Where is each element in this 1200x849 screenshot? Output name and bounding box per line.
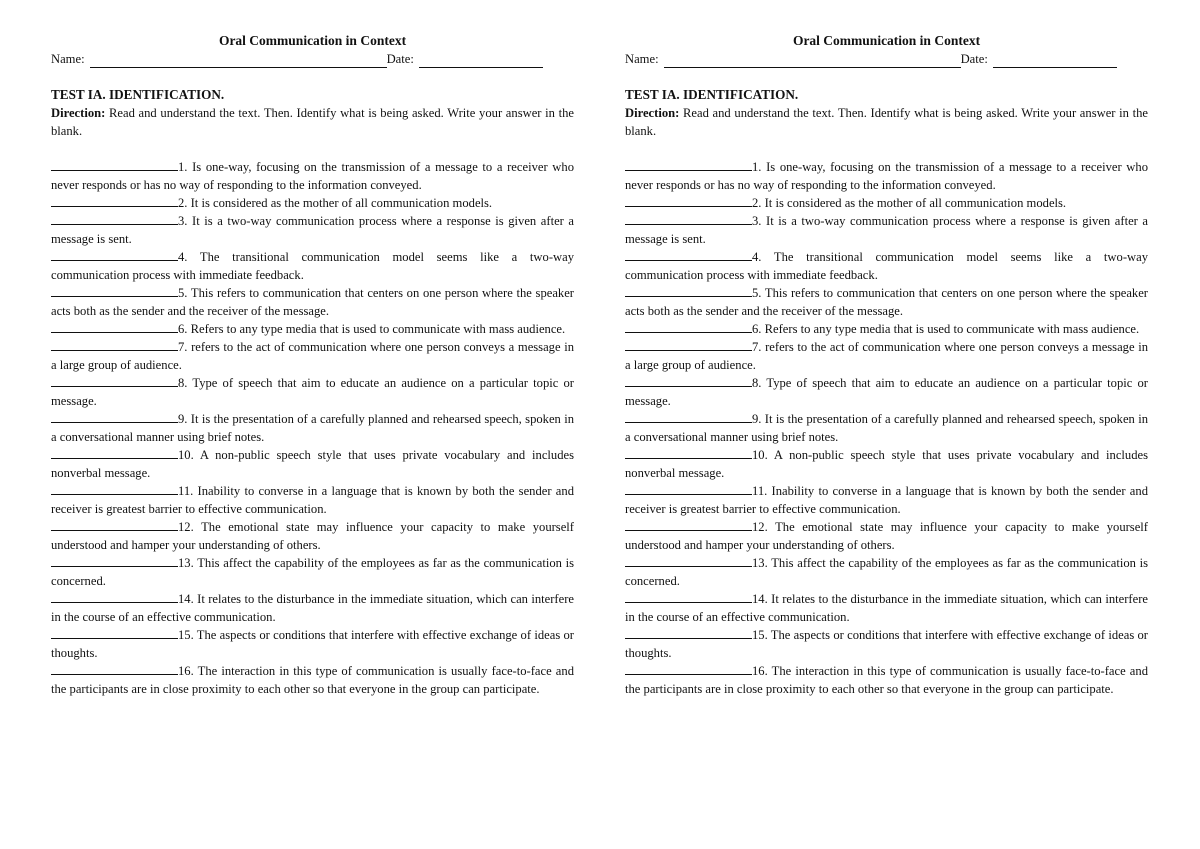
question-number: 15. bbox=[178, 628, 194, 642]
question-number: 10. bbox=[178, 448, 194, 462]
question-item bbox=[625, 374, 1148, 410]
answer-blank[interactable] bbox=[625, 590, 752, 603]
answer-blank[interactable] bbox=[625, 284, 752, 297]
answer-blank[interactable] bbox=[51, 446, 178, 459]
direction-body: Read and understand the text. Then. Identify what is being asked. Write your answer in the blank. bbox=[625, 106, 1148, 138]
question-text: The interaction in this type of communication is usually face-to-face and the participants are in close proximity to each other so that everyone in the group can participate. bbox=[51, 664, 574, 696]
question-text: It relates to the disturbance in the immediate situation, which can interfere in the course of an effective communication. bbox=[51, 592, 574, 624]
question-list bbox=[625, 158, 1148, 698]
question-item bbox=[625, 554, 1148, 590]
date-blank[interactable] bbox=[993, 54, 1117, 68]
question-text: Type of speech that aim to educate an audience on a particular topic or message. bbox=[51, 376, 574, 408]
question-text: Inability to converse in a language that is known by both the sender and receiver is greatest barrier to effective communication. bbox=[51, 484, 574, 516]
name-label: Name: bbox=[625, 52, 659, 66]
question-text: A non-public speech style that uses private vocabulary and includes nonverbal message. bbox=[625, 448, 1148, 480]
question-text: Refers to any type media that is used to communicate with mass audience. bbox=[761, 322, 1140, 336]
question-number: 11. bbox=[178, 484, 194, 498]
question-item bbox=[625, 518, 1148, 554]
answer-blank[interactable] bbox=[51, 284, 178, 297]
question-number: 13. bbox=[752, 556, 768, 570]
date-blank[interactable] bbox=[419, 54, 543, 68]
direction-text bbox=[625, 104, 1148, 140]
question-number: 8. bbox=[752, 376, 762, 390]
question-number: 15. bbox=[752, 628, 768, 642]
question-number: 6. bbox=[178, 322, 188, 336]
question-text: Is one-way, focusing on the transmission of a message to a receiver who never responds or has no way of responding to the information conveyed. bbox=[51, 160, 574, 192]
answer-blank[interactable] bbox=[51, 590, 178, 603]
question-number: 2. bbox=[178, 196, 188, 210]
answer-blank[interactable] bbox=[51, 410, 178, 423]
question-number: 10. bbox=[752, 448, 768, 462]
answer-blank[interactable] bbox=[51, 194, 178, 207]
date-label: Date: bbox=[386, 52, 414, 66]
answer-blank[interactable] bbox=[51, 158, 178, 171]
question-item bbox=[51, 320, 574, 338]
question-text: The emotional state may influence your capacity to make yourself understood and hamper your understanding of others. bbox=[51, 520, 574, 552]
direction-label: Direction: bbox=[51, 106, 106, 120]
answer-blank[interactable] bbox=[625, 158, 752, 171]
question-item bbox=[51, 410, 574, 446]
question-list bbox=[51, 158, 574, 698]
question-number: 9. bbox=[178, 412, 188, 426]
question-number: 7. bbox=[752, 340, 762, 354]
worksheet-title: Oral Communication in Context bbox=[792, 33, 981, 48]
question-item bbox=[625, 158, 1148, 194]
question-number: 5. bbox=[178, 286, 188, 300]
question-item bbox=[625, 662, 1148, 698]
question-item bbox=[625, 248, 1148, 284]
question-number: 12. bbox=[752, 520, 768, 534]
question-item bbox=[51, 554, 574, 590]
answer-blank[interactable] bbox=[625, 248, 752, 261]
test-title: TEST IA. IDENTIFICATION. bbox=[51, 87, 225, 102]
question-item bbox=[625, 194, 1148, 212]
question-item bbox=[51, 158, 574, 194]
direction-text bbox=[51, 104, 574, 140]
question-text: Is one-way, focusing on the transmission of a message to a receiver who never responds or has no way of responding to the information conveyed. bbox=[625, 160, 1148, 192]
question-number: 4. bbox=[178, 250, 188, 264]
question-number: 7. bbox=[178, 340, 188, 354]
answer-blank[interactable] bbox=[51, 248, 178, 261]
question-text: refers to the act of communication where one person conveys a message in a large group of audience. bbox=[625, 340, 1148, 372]
question-text: It is considered as the mother of all communication models. bbox=[761, 196, 1067, 210]
answer-blank[interactable] bbox=[625, 482, 752, 495]
answer-blank[interactable] bbox=[51, 212, 178, 225]
answer-blank[interactable] bbox=[625, 518, 752, 531]
answer-blank[interactable] bbox=[625, 194, 752, 207]
name-date-line bbox=[625, 50, 1148, 68]
question-text: Refers to any type media that is used to communicate with mass audience. bbox=[187, 322, 566, 336]
question-text: The interaction in this type of communication is usually face-to-face and the participants are in close proximity to each other so that everyone in the group can participate. bbox=[625, 664, 1148, 696]
answer-blank[interactable] bbox=[625, 410, 752, 423]
question-item bbox=[51, 626, 574, 662]
name-date-line bbox=[51, 50, 574, 68]
question-text: The transitional communication model seems like a two-way communication process with immediate feedback. bbox=[51, 250, 574, 282]
question-item bbox=[625, 338, 1148, 374]
worksheet-left bbox=[51, 32, 574, 698]
question-number: 12. bbox=[178, 520, 194, 534]
question-text: A non-public speech style that uses private vocabulary and includes nonverbal message. bbox=[51, 448, 574, 480]
question-item bbox=[51, 248, 574, 284]
question-text: refers to the act of communication where one person conveys a message in a large group of audience. bbox=[51, 340, 574, 372]
question-number: 4. bbox=[752, 250, 762, 264]
question-item bbox=[51, 284, 574, 320]
question-text: This affect the capability of the employees as far as the communication is concerned. bbox=[625, 556, 1148, 588]
answer-blank[interactable] bbox=[625, 662, 752, 675]
answer-blank[interactable] bbox=[625, 212, 752, 225]
question-number: 3. bbox=[752, 214, 762, 228]
answer-blank[interactable] bbox=[625, 338, 752, 351]
question-item bbox=[625, 284, 1148, 320]
question-item bbox=[51, 194, 574, 212]
question-text: This refers to communication that centers on one person where the speaker acts both as the sender and the receiver of the message. bbox=[51, 286, 574, 318]
question-number: 5. bbox=[752, 286, 762, 300]
name-blank[interactable] bbox=[664, 54, 961, 68]
answer-blank[interactable] bbox=[51, 554, 178, 567]
question-text: It is the presentation of a carefully planned and rehearsed speech, spoken in a conversational manner using brief notes. bbox=[625, 412, 1148, 444]
question-number: 16. bbox=[178, 664, 194, 678]
question-item bbox=[625, 212, 1148, 248]
question-number: 2. bbox=[752, 196, 762, 210]
name-label: Name: bbox=[51, 52, 85, 66]
question-text: The transitional communication model seems like a two-way communication process with immediate feedback. bbox=[625, 250, 1148, 282]
question-number: 9. bbox=[752, 412, 762, 426]
test-title: TEST IA. IDENTIFICATION. bbox=[625, 87, 799, 102]
question-number: 3. bbox=[178, 214, 188, 228]
answer-blank[interactable] bbox=[51, 374, 178, 387]
question-text: Inability to converse in a language that is known by both the sender and receiver is greatest barrier to effective communication. bbox=[625, 484, 1148, 516]
question-number: 1. bbox=[178, 160, 188, 174]
question-text: It is considered as the mother of all communication models. bbox=[187, 196, 493, 210]
direction-label: Direction: bbox=[625, 106, 680, 120]
question-text: The aspects or conditions that interfere with effective exchange of ideas or thoughts. bbox=[51, 628, 574, 660]
answer-blank[interactable] bbox=[625, 374, 752, 387]
question-text: This affect the capability of the employees as far as the communication is concerned. bbox=[51, 556, 574, 588]
question-text: It is the presentation of a carefully planned and rehearsed speech, spoken in a conversational manner using brief notes. bbox=[51, 412, 574, 444]
question-number: 8. bbox=[178, 376, 188, 390]
question-item bbox=[51, 446, 574, 482]
question-item bbox=[625, 482, 1148, 518]
question-number: 14. bbox=[752, 592, 768, 606]
question-item bbox=[51, 338, 574, 374]
question-item bbox=[51, 662, 574, 698]
answer-blank[interactable] bbox=[625, 626, 752, 639]
answer-blank[interactable] bbox=[625, 320, 752, 333]
question-item bbox=[51, 518, 574, 554]
date-label: Date: bbox=[960, 52, 988, 66]
question-item bbox=[51, 374, 574, 410]
question-text: It relates to the disturbance in the immediate situation, which can interfere in the course of an effective communication. bbox=[625, 592, 1148, 624]
direction-body: Read and understand the text. Then. Identify what is being asked. Write your answer in the blank. bbox=[51, 106, 574, 138]
question-item bbox=[625, 626, 1148, 662]
worksheet-right bbox=[625, 32, 1148, 698]
question-item bbox=[625, 446, 1148, 482]
answer-blank[interactable] bbox=[51, 518, 178, 531]
worksheet-title: Oral Communication in Context bbox=[218, 33, 407, 48]
question-text: The emotional state may influence your capacity to make yourself understood and hamper your understanding of others. bbox=[625, 520, 1148, 552]
question-text: The aspects or conditions that interfere with effective exchange of ideas or thoughts. bbox=[625, 628, 1148, 660]
question-text: Type of speech that aim to educate an audience on a particular topic or message. bbox=[625, 376, 1148, 408]
question-item bbox=[51, 590, 574, 626]
question-number: 16. bbox=[752, 664, 768, 678]
answer-blank[interactable] bbox=[51, 662, 178, 675]
question-item bbox=[51, 482, 574, 518]
question-text: It is a two-way communication process where a response is given after a message is sent. bbox=[51, 214, 574, 246]
answer-blank[interactable] bbox=[625, 554, 752, 567]
question-number: 6. bbox=[752, 322, 762, 336]
answer-blank[interactable] bbox=[51, 626, 178, 639]
question-number: 1. bbox=[752, 160, 762, 174]
question-number: 13. bbox=[178, 556, 194, 570]
question-item bbox=[51, 212, 574, 248]
question-number: 14. bbox=[178, 592, 194, 606]
answer-blank[interactable] bbox=[51, 320, 178, 333]
answer-blank[interactable] bbox=[51, 338, 178, 351]
question-text: This refers to communication that centers on one person where the speaker acts both as the sender and the receiver of the message. bbox=[625, 286, 1148, 318]
question-item bbox=[625, 320, 1148, 338]
question-number: 11. bbox=[752, 484, 768, 498]
question-item bbox=[625, 410, 1148, 446]
question-item bbox=[625, 590, 1148, 626]
answer-blank[interactable] bbox=[51, 482, 178, 495]
answer-blank[interactable] bbox=[625, 446, 752, 459]
question-text: It is a two-way communication process where a response is given after a message is sent. bbox=[625, 214, 1148, 246]
name-blank[interactable] bbox=[90, 54, 387, 68]
